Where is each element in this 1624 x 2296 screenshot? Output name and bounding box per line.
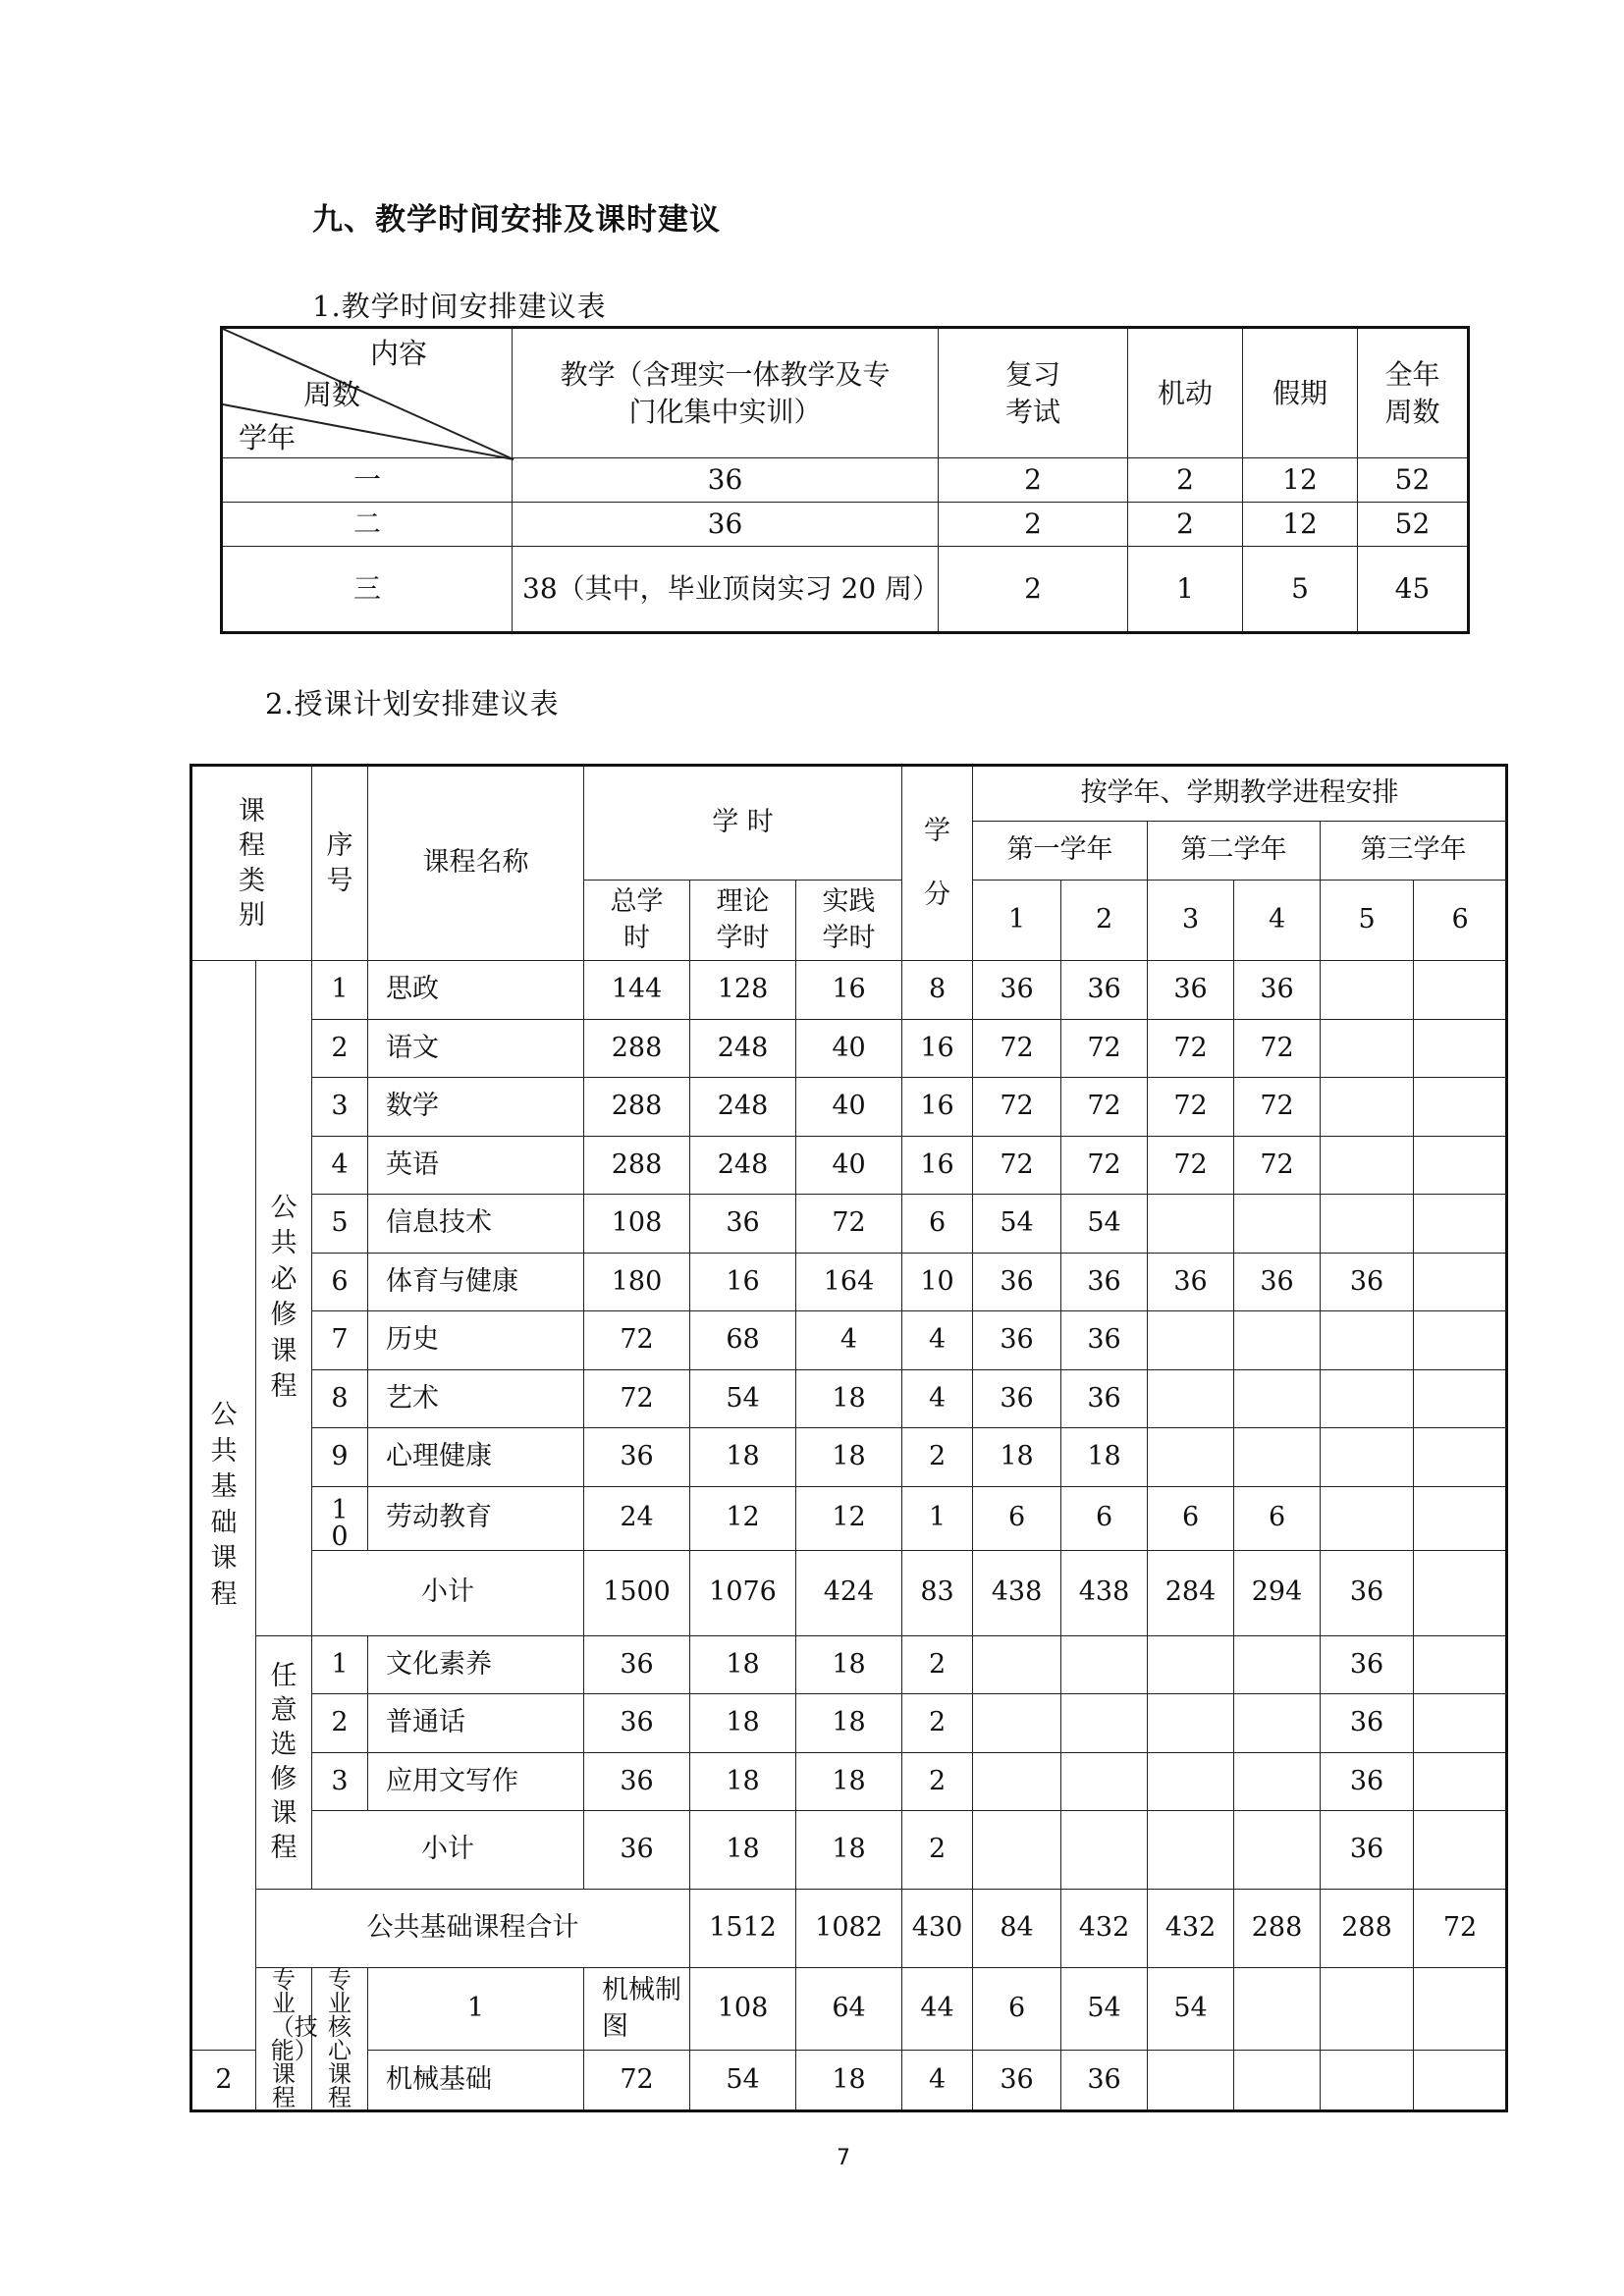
total-cell: 1512 <box>690 1890 796 1968</box>
course-name-cell: 思政 <box>368 961 584 1020</box>
semester-2-cell <box>1061 1811 1148 1890</box>
total-cell: 24 <box>584 1486 690 1550</box>
diagonal-header-cell <box>222 328 513 458</box>
semester-4-cell: 294 <box>1234 1550 1321 1635</box>
course-name-cell: 普通话 <box>368 1694 584 1753</box>
cell: 2 <box>1128 458 1243 503</box>
semester-3-cell <box>1148 1752 1234 1811</box>
header-course-name: 课程名称 <box>368 766 584 961</box>
cell: 2 <box>1128 503 1243 547</box>
cell: 5 <box>1243 547 1358 633</box>
theory-cell: 18 <box>690 1428 796 1487</box>
semester-3-cell: 6 <box>1148 1486 1234 1550</box>
credit-cell: 2 <box>902 1811 973 1890</box>
semester-2-cell: 36 <box>1061 1369 1148 1428</box>
semester-6-cell <box>1414 1311 1507 1370</box>
semester-3-cell: 36 <box>1148 1253 1234 1311</box>
semester-5-cell: 36 <box>1321 1635 1414 1694</box>
header-holiday: 假期 <box>1243 328 1358 458</box>
seq-cell: 6 <box>312 1253 368 1311</box>
cell: 二 <box>222 503 513 547</box>
semester-1-cell <box>973 1752 1061 1811</box>
semester-3-cell: 36 <box>1148 961 1234 1020</box>
course-name-cell: 数学 <box>368 1078 584 1137</box>
diag-label-weeks: 周数 <box>303 378 361 411</box>
table-row <box>191 2051 1507 2111</box>
header-teaching: 教学（含理实一体教学及专门化集中实训） <box>513 328 939 458</box>
seq-cell: 3 <box>312 1752 368 1811</box>
semester-4-cell <box>1234 2051 1321 2111</box>
total-cell: 288 <box>584 1078 690 1137</box>
semester-4-cell <box>1234 1811 1321 1890</box>
practice-cell: 44 <box>902 1968 973 2051</box>
semester-5-cell <box>1321 1195 1414 1254</box>
credit-cell: 16 <box>902 1019 973 1078</box>
semester-6-cell <box>1414 1019 1507 1078</box>
seq-cell: 3 <box>312 1078 368 1137</box>
semester-2-cell: 18 <box>1061 1428 1148 1487</box>
semester-6-cell <box>1414 961 1507 1020</box>
semester-3-cell <box>1148 2051 1234 2111</box>
theory-cell: 128 <box>690 961 796 1020</box>
semester-6-cell <box>1414 1136 1507 1195</box>
seq-cell: 1 <box>368 1968 584 2051</box>
cell: 一 <box>222 458 513 503</box>
diag-label-year: 学年 <box>239 421 297 454</box>
credit-cell: 2 <box>902 1694 973 1753</box>
theory-cell: 18 <box>690 1752 796 1811</box>
total-cell: 72 <box>584 1369 690 1428</box>
semester-1-cell: 72 <box>973 1136 1061 1195</box>
table-row <box>191 1694 1507 1753</box>
semester-3-cell: 72 <box>1148 1136 1234 1195</box>
total-cell: 288 <box>584 1019 690 1078</box>
header-year2: 第二学年 <box>1148 822 1321 881</box>
header-semester-1: 1 <box>973 881 1061 961</box>
total-cell: 36 <box>584 1811 690 1890</box>
header-review-exam: 复习考试 <box>939 328 1128 458</box>
credit-cell: 84 <box>973 1890 1061 1968</box>
category-elective: 任意选修课程 <box>256 1635 312 1890</box>
page-number: 7 <box>837 2146 850 2170</box>
practice-cell: 16 <box>796 961 902 1020</box>
cell: 38（其中，毕业顶岗实习 20 周） <box>513 547 939 633</box>
table-row <box>191 1253 1507 1311</box>
header-practice-hours: 实践学时 <box>796 881 902 961</box>
table-row <box>191 1428 1507 1487</box>
semester-1-cell: 438 <box>973 1550 1061 1635</box>
header-semester-5: 5 <box>1321 881 1414 961</box>
semester-5-cell: 72 <box>1414 1890 1507 1968</box>
header-theory-hours: 理论学时 <box>690 881 796 961</box>
semester-2-cell: 36 <box>1061 1311 1148 1370</box>
seq-cell: 4 <box>312 1136 368 1195</box>
practice-cell: 12 <box>796 1486 902 1550</box>
semester-2-cell <box>1061 1752 1148 1811</box>
course-name-cell: 劳动教育 <box>368 1486 584 1550</box>
semester-2-cell: 438 <box>1061 1550 1148 1635</box>
semester-2-cell: 36 <box>1061 961 1148 1020</box>
semester-5-cell <box>1321 1019 1414 1078</box>
table-row <box>191 961 1507 1020</box>
semester-4-cell: 36 <box>1234 1253 1321 1311</box>
semester-1-cell: 36 <box>973 2051 1061 2111</box>
semester-1-cell: 6 <box>973 1486 1061 1550</box>
practice-cell: 40 <box>796 1019 902 1078</box>
credit-cell: 4 <box>902 2051 973 2111</box>
course-name-cell: 语文 <box>368 1019 584 1078</box>
total-cell: 144 <box>584 961 690 1020</box>
semester-2-cell: 72 <box>1061 1078 1148 1137</box>
semester-3-cell <box>1148 1635 1234 1694</box>
cell: 2 <box>939 503 1128 547</box>
semester-4-cell <box>1234 1195 1321 1254</box>
theory-cell: 16 <box>690 1253 796 1311</box>
semester-3-cell <box>1148 1811 1234 1890</box>
total-cell: 36 <box>584 1694 690 1753</box>
semester-2-cell: 36 <box>1061 2051 1148 2111</box>
total-cell: 36 <box>584 1752 690 1811</box>
theory-cell: 54 <box>690 1369 796 1428</box>
cell: 1 <box>1128 547 1243 633</box>
theory-cell: 248 <box>690 1136 796 1195</box>
semester-3-cell <box>1148 1428 1234 1487</box>
practice-cell: 40 <box>796 1136 902 1195</box>
course-name-cell: 历史 <box>368 1311 584 1370</box>
semester-6-cell <box>1414 2051 1507 2111</box>
cell: 12 <box>1243 458 1358 503</box>
cell: 52 <box>1358 458 1469 503</box>
credit-cell: 2 <box>902 1428 973 1487</box>
credit-cell: 16 <box>902 1078 973 1137</box>
seq-cell: 10 <box>312 1486 368 1550</box>
semester-3-cell: 288 <box>1234 1890 1321 1968</box>
table-row <box>191 1136 1507 1195</box>
seq-cell: 2 <box>312 1019 368 1078</box>
semester-6-cell <box>1414 1752 1507 1811</box>
course-name-cell: 艺术 <box>368 1369 584 1428</box>
subtotal-label: 小计 <box>312 1550 584 1635</box>
semester-6-cell <box>1414 1428 1507 1487</box>
credit-cell: 8 <box>902 961 973 1020</box>
semester-3-cell: 72 <box>1148 1019 1234 1078</box>
semester-2-cell: 54 <box>1148 1968 1234 2051</box>
credit-cell: 4 <box>902 1311 973 1370</box>
total-cell: 72 <box>584 2051 690 2111</box>
theory-cell: 1076 <box>690 1550 796 1635</box>
semester-4-cell: 72 <box>1234 1136 1321 1195</box>
semester-1-cell: 54 <box>973 1195 1061 1254</box>
semester-5-cell: 36 <box>1321 1752 1414 1811</box>
semester-5-cell <box>1321 1428 1414 1487</box>
semester-4-cell <box>1321 1968 1414 2051</box>
semester-1-cell <box>973 1635 1061 1694</box>
semester-3-cell <box>1148 1694 1234 1753</box>
total-cell: 72 <box>584 1311 690 1370</box>
semester-3-cell <box>1234 1968 1321 2051</box>
semester-3-cell <box>1148 1369 1234 1428</box>
course-name-cell: 文化素养 <box>368 1635 584 1694</box>
theory-cell: 18 <box>690 1811 796 1890</box>
semester-4-cell <box>1234 1311 1321 1370</box>
credit-cell: 6 <box>902 1195 973 1254</box>
cell: 36 <box>513 503 939 547</box>
credit-cell: 2 <box>902 1752 973 1811</box>
semester-5-cell <box>1414 1968 1507 2051</box>
semester-2-cell: 432 <box>1148 1890 1234 1968</box>
practice-cell: 18 <box>796 1369 902 1428</box>
total-cell: 108 <box>690 1968 796 2051</box>
course-name-cell: 英语 <box>368 1136 584 1195</box>
semester-2-cell <box>1061 1694 1148 1753</box>
credit-cell: 6 <box>973 1968 1061 2051</box>
table1-title: 1.教学时间安排建议表 <box>312 290 607 323</box>
cell: 45 <box>1358 547 1469 633</box>
semester-5-cell <box>1321 961 1414 1020</box>
credit-cell: 1 <box>902 1486 973 1550</box>
practice-cell: 164 <box>796 1253 902 1311</box>
semester-2-cell: 6 <box>1061 1486 1148 1550</box>
semester-6-cell <box>1414 1694 1507 1753</box>
semester-4-cell: 72 <box>1234 1078 1321 1137</box>
semester-4-cell <box>1234 1428 1321 1487</box>
semester-4-cell <box>1234 1369 1321 1428</box>
table-row <box>191 1369 1507 1428</box>
cell: 12 <box>1243 503 1358 547</box>
header-semester-6: 6 <box>1414 881 1507 961</box>
semester-1-cell: 18 <box>973 1428 1061 1487</box>
category-public-required: 公共必修课程 <box>256 961 312 1636</box>
table-row <box>191 1486 1507 1550</box>
practice-cell: 18 <box>796 1752 902 1811</box>
semester-3-cell <box>1148 1195 1234 1254</box>
diag-label-content: 内容 <box>370 337 428 370</box>
seq-cell: 9 <box>312 1428 368 1487</box>
table2-title: 2.授课计划安排建议表 <box>265 687 560 721</box>
header-category: 课程类别 <box>191 766 312 961</box>
semester-4-cell: 36 <box>1234 961 1321 1020</box>
seq-cell: 8 <box>312 1369 368 1428</box>
header-seq: 序号 <box>312 766 368 961</box>
semester-5-cell: 36 <box>1321 1550 1414 1635</box>
theory-cell: 18 <box>690 1635 796 1694</box>
header-annual-weeks: 全年周数 <box>1358 328 1469 458</box>
seq-cell: 2 <box>312 1694 368 1753</box>
theory-cell: 18 <box>690 1694 796 1753</box>
semester-3-cell <box>1148 1311 1234 1370</box>
public-total-label: 公共基础课程合计 <box>256 1890 690 1968</box>
semester-4-cell <box>1234 1752 1321 1811</box>
semester-5-cell: 36 <box>1321 1811 1414 1890</box>
credit-cell: 83 <box>902 1550 973 1635</box>
subtotal-label: 小计 <box>312 1811 584 1890</box>
table-row <box>191 1752 1507 1811</box>
semester-6-cell <box>1414 1078 1507 1137</box>
course-name-cell: 体育与健康 <box>368 1253 584 1311</box>
category-major-core: 专业核心课程 <box>312 1968 368 2111</box>
theory-cell: 36 <box>690 1195 796 1254</box>
practice-cell: 18 <box>796 1635 902 1694</box>
header-credit: 学分 <box>902 766 973 961</box>
semester-5-cell <box>1321 1136 1414 1195</box>
semester-4-cell <box>1234 1694 1321 1753</box>
table-row <box>191 1635 1507 1694</box>
semester-2-cell: 72 <box>1061 1019 1148 1078</box>
semester-2-cell <box>1061 1635 1148 1694</box>
semester-5-cell <box>1321 1369 1414 1428</box>
credit-cell: 4 <box>902 1369 973 1428</box>
semester-6-cell <box>1414 1253 1507 1311</box>
public-total-row <box>191 1890 1507 1968</box>
credit-cell: 2 <box>902 1635 973 1694</box>
semester-1-cell <box>973 1694 1061 1753</box>
header-total-hours: 总学时 <box>584 881 690 961</box>
section-heading: 九、教学时间安排及课时建议 <box>312 202 721 238</box>
semester-2-cell: 36 <box>1061 1253 1148 1311</box>
cell: 2 <box>939 547 1128 633</box>
semester-5-cell: 36 <box>1321 1694 1414 1753</box>
seq-cell: 2 <box>191 2051 256 2111</box>
credit-cell: 10 <box>902 1253 973 1311</box>
cell: 三 <box>222 547 513 633</box>
table-row <box>191 1078 1507 1137</box>
total-cell: 288 <box>584 1136 690 1195</box>
practice-cell: 72 <box>796 1195 902 1254</box>
semester-1-cell: 72 <box>973 1078 1061 1137</box>
semester-1-cell <box>973 1811 1061 1890</box>
total-cell: 108 <box>584 1195 690 1254</box>
theory-cell: 1082 <box>796 1890 902 1968</box>
semester-3-cell: 72 <box>1148 1078 1234 1137</box>
total-cell: 1500 <box>584 1550 690 1635</box>
total-cell: 36 <box>584 1635 690 1694</box>
seq-cell: 7 <box>312 1311 368 1370</box>
theory-cell: 12 <box>690 1486 796 1550</box>
header-semester-2: 2 <box>1061 881 1148 961</box>
course-name-cell: 应用文写作 <box>368 1752 584 1811</box>
semester-3-cell: 284 <box>1148 1550 1234 1635</box>
semester-2-cell: 54 <box>1061 1195 1148 1254</box>
header-year1: 第一学年 <box>973 822 1148 881</box>
semester-6-cell <box>1414 1486 1507 1550</box>
teaching-time-table <box>220 326 1470 634</box>
theory-cell: 248 <box>690 1019 796 1078</box>
course-plan-table <box>189 764 1508 2112</box>
course-name-cell: 心理健康 <box>368 1428 584 1487</box>
semester-4-cell: 72 <box>1234 1019 1321 1078</box>
total-cell: 36 <box>584 1428 690 1487</box>
semester-6-cell <box>1414 1369 1507 1428</box>
practice-cell: 18 <box>796 2051 902 2111</box>
theory-cell: 54 <box>690 2051 796 2111</box>
semester-1-cell: 432 <box>1061 1890 1148 1968</box>
semester-1-cell: 54 <box>1061 1968 1148 2051</box>
semester-6-cell <box>1414 1550 1507 1635</box>
table-row <box>191 1195 1507 1254</box>
semester-2-cell: 72 <box>1061 1136 1148 1195</box>
semester-1-cell: 36 <box>973 1253 1061 1311</box>
theory-cell: 64 <box>796 1968 902 2051</box>
header-semester-3: 3 <box>1148 881 1234 961</box>
credit-cell: 16 <box>902 1136 973 1195</box>
course-name-cell: 信息技术 <box>368 1195 584 1254</box>
header-schedule: 按学年、学期教学进程安排 <box>973 766 1507 822</box>
semester-5-cell <box>1321 2051 1414 2111</box>
semester-4-cell: 288 <box>1321 1890 1414 1968</box>
category-major-skill: 专业（技能）课程 <box>256 1968 312 2111</box>
subtotal-row <box>191 1811 1507 1890</box>
semester-5-cell: 36 <box>1321 1253 1414 1311</box>
cell: 2 <box>939 458 1128 503</box>
semester-6-cell <box>1414 1811 1507 1890</box>
theory-cell: 68 <box>690 1311 796 1370</box>
theory-cell: 248 <box>690 1078 796 1137</box>
practice-cell: 18 <box>796 1428 902 1487</box>
practice-cell: 4 <box>796 1311 902 1370</box>
practice-cell: 424 <box>796 1550 902 1635</box>
header-semester-4: 4 <box>1234 881 1321 961</box>
semester-1-cell: 36 <box>973 1369 1061 1428</box>
semester-4-cell: 6 <box>1234 1486 1321 1550</box>
seq-cell: 1 <box>312 1635 368 1694</box>
semester-1-cell: 36 <box>973 1311 1061 1370</box>
semester-1-cell: 72 <box>973 1019 1061 1078</box>
header-year3: 第三学年 <box>1321 822 1507 881</box>
cell: 52 <box>1358 503 1469 547</box>
semester-6-cell <box>1414 1195 1507 1254</box>
practice-cell: 18 <box>796 1811 902 1890</box>
semester-5-cell <box>1321 1078 1414 1137</box>
course-name-cell: 机械制图 <box>584 1968 690 2051</box>
subtotal-row <box>191 1550 1507 1635</box>
semester-4-cell <box>1234 1635 1321 1694</box>
semester-5-cell <box>1321 1486 1414 1550</box>
header-hours: 学 时 <box>584 766 902 881</box>
practice-cell: 40 <box>796 1078 902 1137</box>
semester-5-cell <box>1321 1311 1414 1370</box>
table-row <box>191 1968 1507 2051</box>
cell: 36 <box>513 458 939 503</box>
practice-cell: 430 <box>902 1890 973 1968</box>
practice-cell: 18 <box>796 1694 902 1753</box>
course-name-cell: 机械基础 <box>368 2051 584 2111</box>
semester-6-cell <box>1414 1635 1507 1694</box>
seq-cell: 1 <box>312 961 368 1020</box>
header-flexible: 机动 <box>1128 328 1243 458</box>
semester-1-cell: 36 <box>973 961 1061 1020</box>
table-row <box>191 1019 1507 1078</box>
total-cell: 180 <box>584 1253 690 1311</box>
seq-cell: 5 <box>312 1195 368 1254</box>
category-public-basic: 公共基础课程 <box>191 961 256 2051</box>
table-row <box>191 1311 1507 1370</box>
